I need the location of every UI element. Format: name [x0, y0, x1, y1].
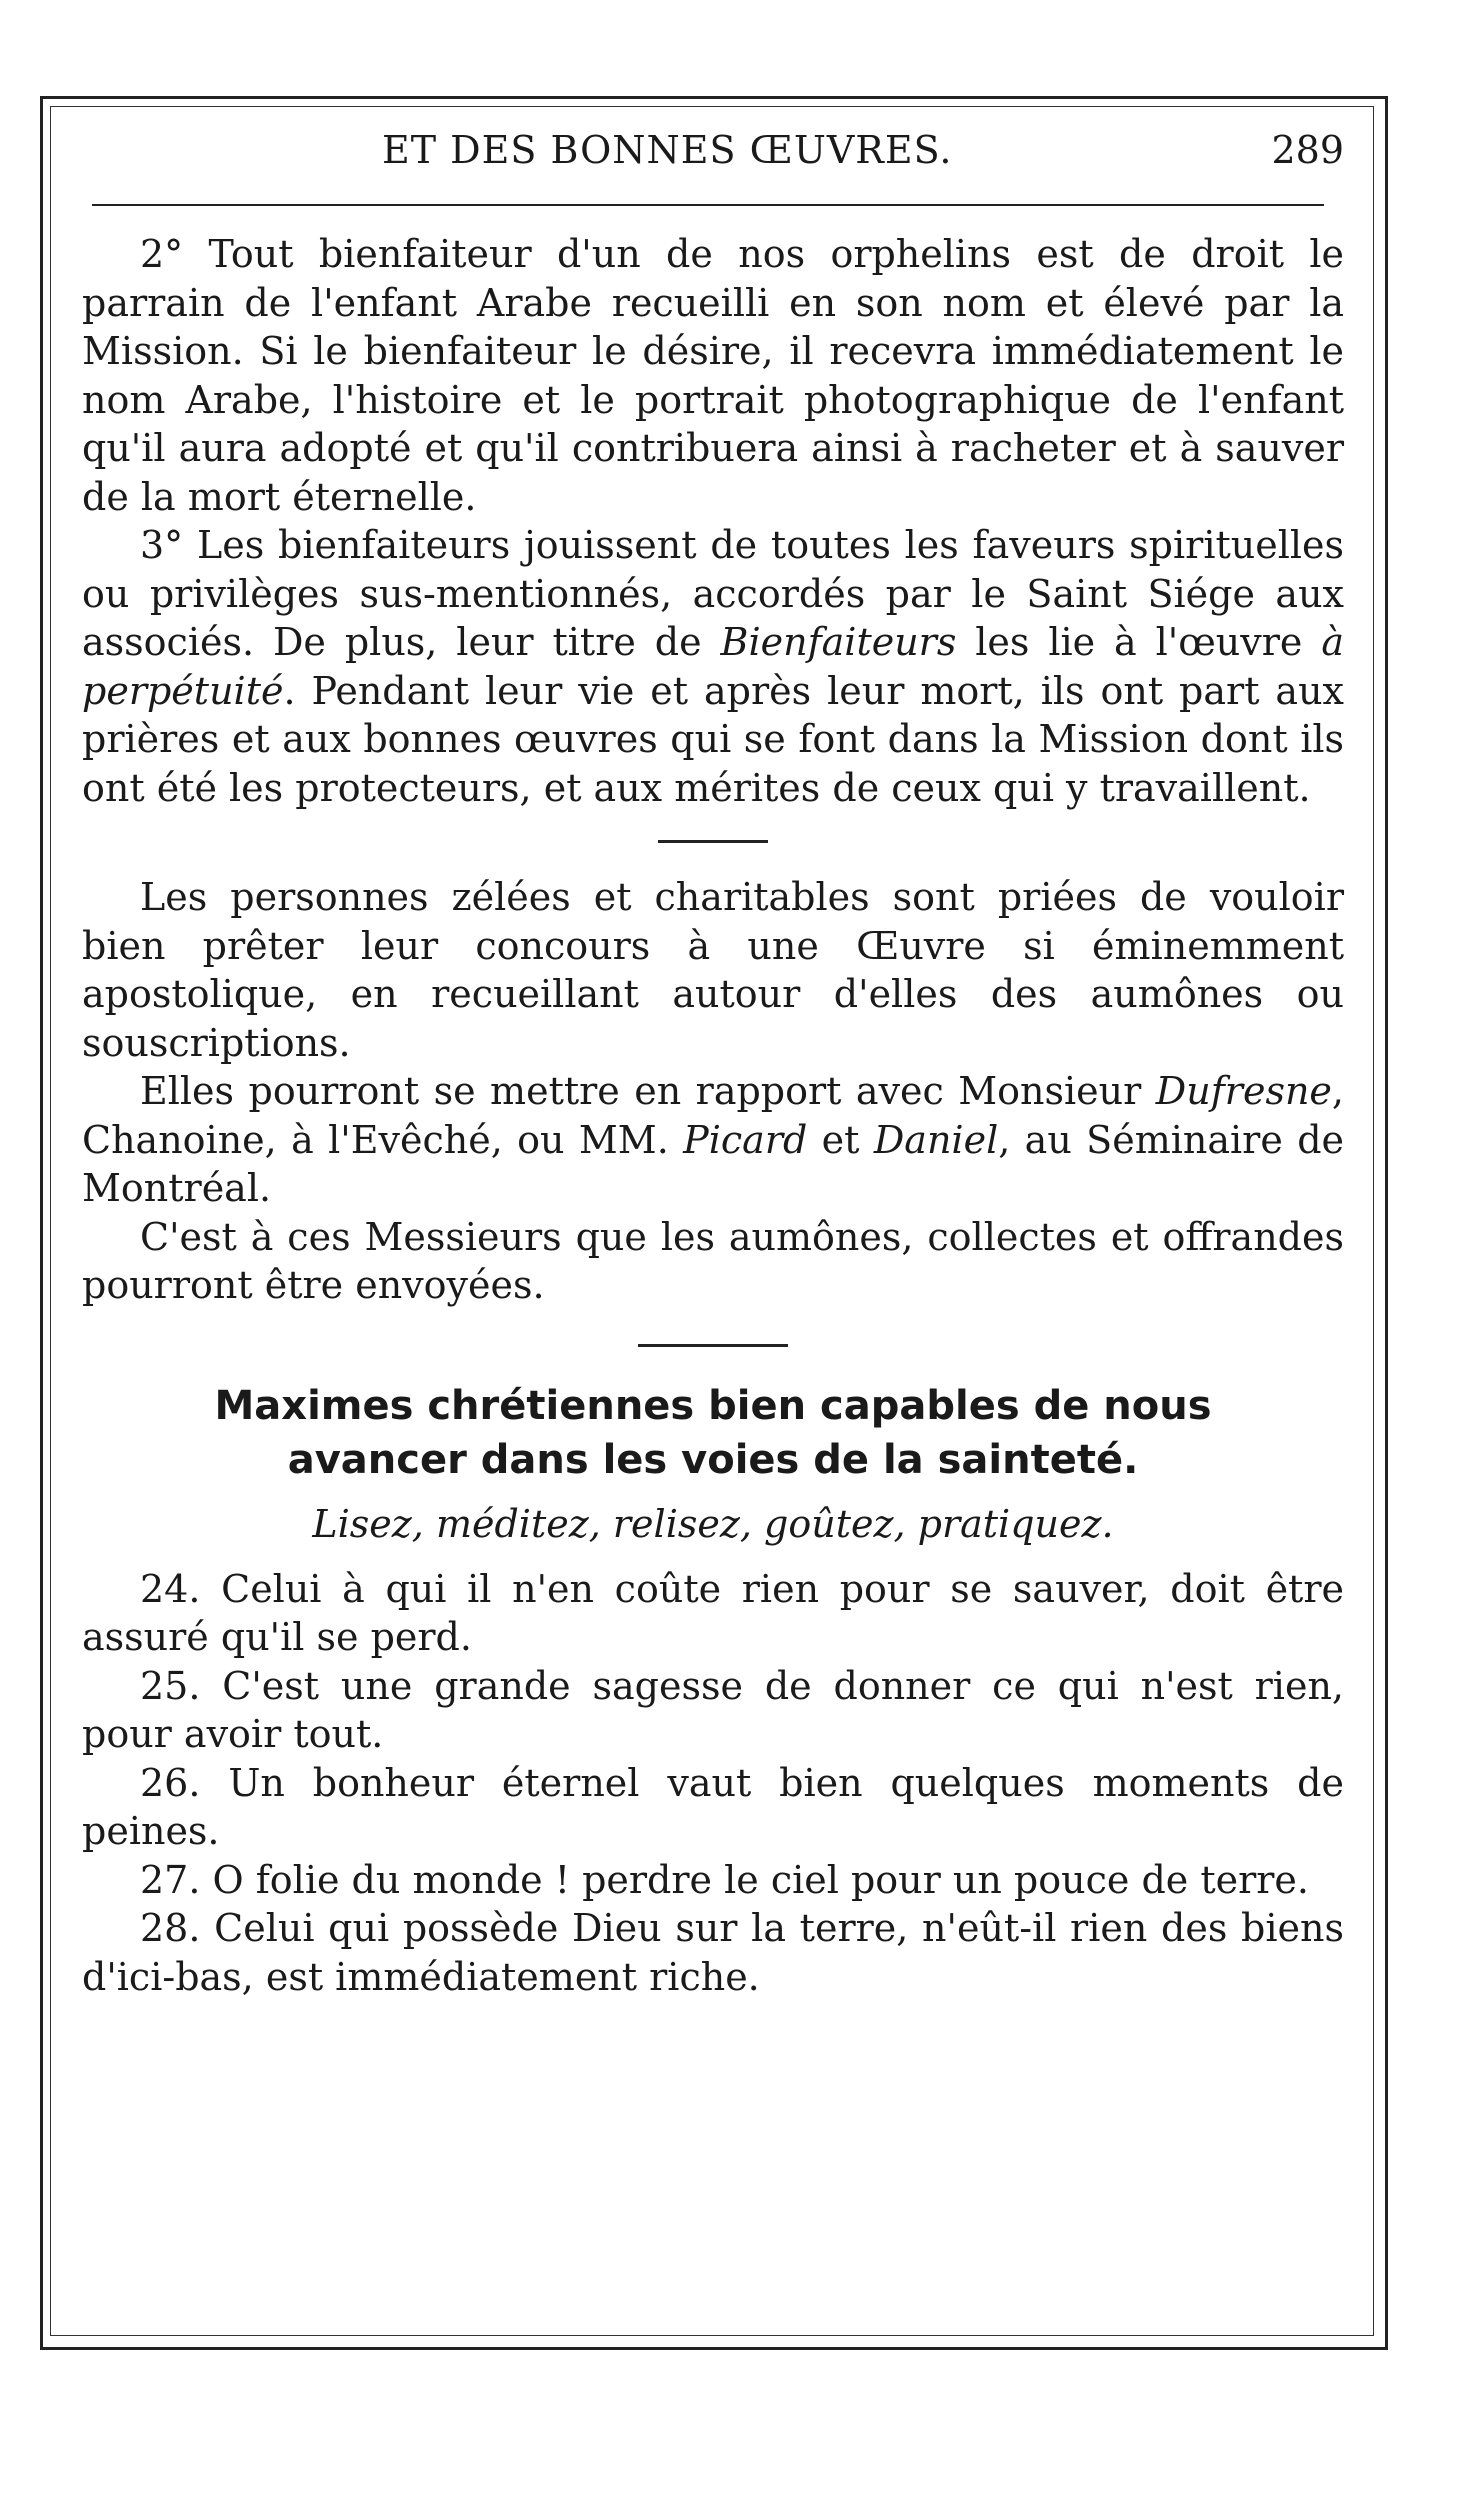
name-picard: Picard — [683, 1117, 808, 1162]
emphasis-bienfaiteurs: Bienfaiteurs — [720, 620, 957, 664]
privilege-item-3: 3° Les bienfaiteurs jouissent de toutes les faveurs spirituelles ou privilèges sus-mentionnés, accordés par le Saint Siége aux associés. De plus, leur titre de Bienfaiteurs les lie à l'œuvre à perpétuité. Pendant leur vie et après leur mort, ils ont part aux prières et aux bonnes œuvres qui se font dans la Mission dont ils ont été les protecteurs, et aux mérites de ceux qui y travaillent. — [82, 523, 1344, 810]
maxim-28: 28. Celui qui possède Dieu sur la terre, n'eût-il rien des biens d'ici-bas, est immédiatement riche. — [82, 1906, 1344, 1999]
running-title: ET DES BONNES ŒUVRES. — [382, 128, 953, 172]
body-text — [82, 230, 1344, 2001]
header-rule — [92, 204, 1324, 206]
appeal-paragraph-3: C'est à ces Messieurs que les aumônes, collectes et offrandes pourront être envoyées. — [82, 1214, 1344, 1307]
section-separator — [638, 1344, 788, 1347]
book-page — [82, 118, 1344, 2318]
running-head — [82, 118, 1344, 180]
maxim-25: 25. C'est une grande sagesse de donner ce qui n'est rien, pour avoir tout. — [82, 1663, 1344, 1756]
maxim-26: 26. Un bonheur éternel vaut bien quelques moments de peines. — [82, 1760, 1344, 1853]
emphasis-perpetuite: à perpétuité — [82, 620, 1344, 713]
privilege-item-2: 2° Tout bienfaiteur d'un de nos orphelins est de droit le parrain de l'enfant Arabe recueilli en son nom et élevé par la Mission. Si le bienfaiteur le désire, il recevra immédiatement le nom Arabe, l'histoire et le portrait photographique de l'enfant qu'il aura adopté et qu'il contribuera ainsi à racheter et à sauver de la mort éternelle. — [82, 232, 1344, 519]
maxims-title: Maximes chrétiennes bien capables de nous avancer dans les voies de la sainteté. — [214, 1382, 1212, 1483]
maxims-motto: Lisez, méditez, relisez, goûtez, pratiquez. — [312, 1501, 1114, 1546]
name-daniel: Daniel — [873, 1117, 999, 1162]
maxim-24: 24. Celui à qui il n'en coûte rien pour se sauver, doit être assuré qu'il se perd. — [82, 1566, 1344, 1659]
appeal-paragraph-1: Les personnes zélées et charitables sont priées de vouloir bien prêter leur concours à une Œuvre si éminemment apostolique, en recueillant autour d'elles des aumônes ou souscriptions. — [82, 875, 1344, 1065]
maxim-27: 27. O folie du monde ! perdre le ciel pour un pouce de terre. — [140, 1857, 1310, 1902]
appeal-paragraph-2: Elles pourront se mettre en rapport avec Monsieur Dufresne, Chanoine, à l'Evêché, ou MM. Picard et Daniel, au Séminaire de Montréal. — [82, 1069, 1345, 1210]
name-dufresne: Dufresne — [1155, 1069, 1332, 1113]
page-number: 289 — [1271, 128, 1344, 172]
section-separator — [658, 840, 768, 843]
